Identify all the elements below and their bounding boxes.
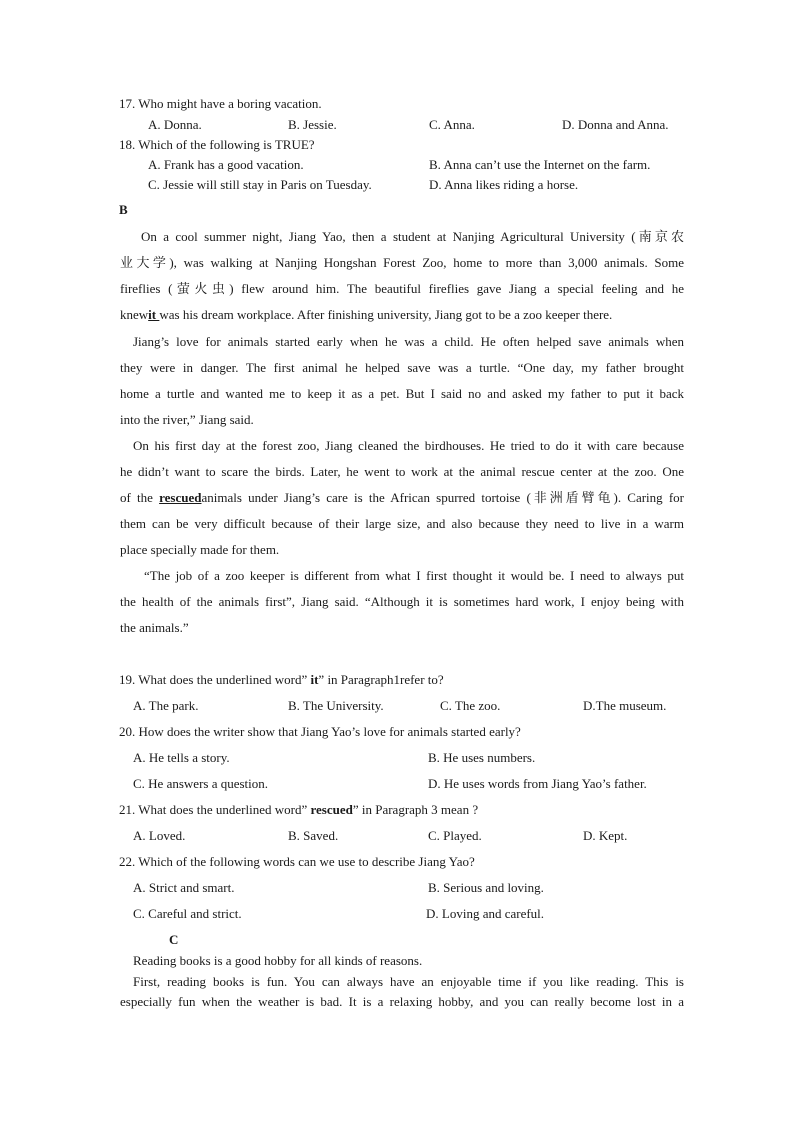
q17-option-b: B. Jessie.	[288, 117, 337, 132]
q21-option-b: B. Saved.	[288, 828, 339, 843]
q20-option-d: D. He uses words from Jiang Yao’s father.	[428, 776, 647, 791]
p2-line-1: Jiang’s love for animals started early when he was a child. He often helped save animals when	[133, 334, 684, 349]
p3-line-1: On his first day at the forest zoo, Jiang cleaned the birdhouses. He tried to do it with care because	[133, 438, 684, 453]
p4-line-2: the health of the animals first”, Jiang said. “Although it is sometimes hard work, I enjoy being with	[120, 594, 684, 609]
q18-stem: 18. Which of the following is TRUE?	[119, 137, 315, 152]
underlined-it: it	[148, 307, 160, 322]
p3-line-2: he didn’t want to scare the birds. Later, he went to work at the animal rescue center at the zoo. One	[120, 464, 684, 479]
p2-line-2: they were in danger. The first animal he helped save was a turtle. “One day, my father brought	[120, 360, 684, 375]
p1-line-2: 业大学), was walking at Nanjing Hongshan Forest Zoo, home to more than 3,000 animals. Some	[120, 255, 684, 270]
q20-option-c: C. He answers a question.	[133, 776, 269, 791]
q22-option-c: C. Careful and strict.	[133, 906, 242, 921]
q20-option-a: A. He tells a story.	[133, 750, 230, 765]
p2-line-4: into the river,” Jiang said.	[120, 412, 254, 427]
q21-option-c: C. Played.	[428, 828, 482, 843]
q18-option-d: D. Anna likes riding a horse.	[429, 177, 579, 192]
underlined-rescued: rescued	[159, 490, 202, 505]
q22-option-a: A. Strict and smart.	[133, 880, 235, 895]
q17-stem: 17. Who might have a boring vacation.	[119, 96, 322, 111]
q19-option-a: A. The park.	[133, 698, 199, 713]
q21-stem: 21. What does the underlined word” rescued” in Paragraph 3 mean ?	[119, 802, 479, 817]
section-b-heading: B	[119, 202, 128, 217]
q17-option-d: D. Donna and Anna.	[562, 117, 669, 132]
p1-line-3: fireflies (萤火虫) flew around him. The beautiful fireflies gave Jiang a special feeling and he	[120, 281, 684, 296]
q18-option-a: A. Frank has a good vacation.	[148, 157, 304, 172]
c-line-3: especially fun when the weather is bad. It is a relaxing hobby, and you can really become lost in a	[120, 994, 684, 1009]
p3-line-5: place specially made for them.	[120, 542, 280, 557]
p1-line-1: On a cool summer night, Jiang Yao, then a student at Nanjing Agricultural University (南京农	[141, 229, 684, 244]
q17-option-a: A. Donna.	[148, 117, 202, 132]
q19-option-d: D.The museum.	[583, 698, 667, 713]
q22-option-d: D. Loving and careful.	[426, 906, 545, 921]
q21-option-d: D. Kept.	[583, 828, 628, 843]
q18-option-b: B. Anna can’t use the Internet on the farm.	[429, 157, 651, 172]
p3-line-4: them can be very difficult because of their large size, and also because they need to live in a warm	[120, 516, 684, 531]
q21-option-a: A. Loved.	[133, 828, 186, 843]
q19-option-c: C. The zoo.	[440, 698, 501, 713]
q20-stem: 20. How does the writer show that Jiang Yao’s love for animals started early?	[119, 724, 521, 739]
q19-option-b: B. The University.	[288, 698, 384, 713]
q22-option-b: B. Serious and loving.	[428, 880, 544, 895]
section-c-heading: C	[169, 932, 179, 947]
p4-line-3: the animals.”	[120, 620, 189, 635]
q20-option-b: B. He uses numbers.	[428, 750, 536, 765]
p3-line-3: of the rescuedanimals under Jiang’s care is the African spurred tortoise (非洲盾臂龟). Caring for	[120, 490, 685, 505]
c-line-1: Reading books is a good hobby for all kinds of reasons.	[133, 953, 423, 968]
q22-stem: 22. Which of the following words can we use to describe Jiang Yao?	[119, 854, 475, 869]
p4-line-1: “The job of a zoo keeper is different from what I first thought it would be. I need to always put	[144, 568, 684, 583]
q18-option-c: C. Jessie will still stay in Paris on Tuesday.	[148, 177, 372, 192]
c-line-2: First, reading books is fun. You can always have an enjoyable time if you like reading. This is	[133, 974, 684, 989]
q17-option-c: C. Anna.	[429, 117, 475, 132]
q19-stem: 19. What does the underlined word” it” in Paragraph1refer to?	[119, 672, 444, 687]
p1-line-4: knewit was his dream workplace. After finishing university, Jiang got to be a zoo keeper there.	[120, 307, 613, 322]
p2-line-3: home a turtle and wanted me to keep it as a pet. But I said no and asked my father to put it back	[120, 386, 684, 401]
